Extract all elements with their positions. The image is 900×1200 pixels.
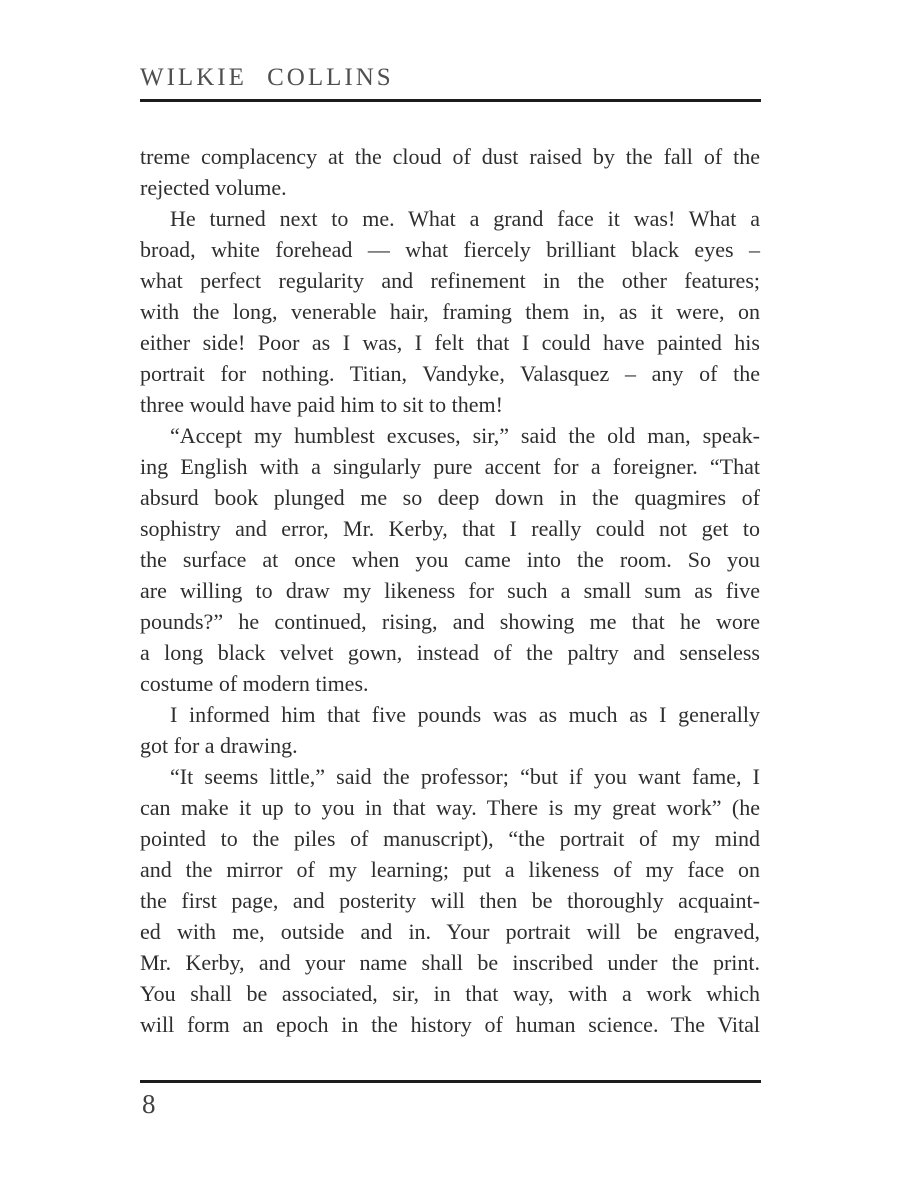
text-line: treme complacency at the cloud of dust raised by the fall of the bbox=[140, 144, 760, 169]
text-line: and the mirror of my learning; put a likeness of my face on bbox=[140, 857, 760, 882]
text-line: “Accept my humblest excuses, sir,” said the old man, speak- bbox=[170, 423, 760, 448]
page-body-text bbox=[140, 141, 760, 1040]
text-line: I informed him that five pounds was as much as I generally bbox=[170, 702, 760, 727]
text-line: He turned next to me. What a grand face it was! What a bbox=[170, 206, 760, 231]
paragraph bbox=[140, 761, 760, 1040]
text-line: Mr. Kerby, and your name shall be inscribed under the print. bbox=[140, 950, 760, 975]
text-line: sophistry and error, Mr. Kerby, that I really could not get to bbox=[140, 516, 760, 541]
text-line: got for a drawing. bbox=[140, 733, 298, 758]
running-header bbox=[140, 64, 760, 92]
paragraph bbox=[140, 203, 760, 420]
paragraph bbox=[140, 141, 760, 203]
paragraph bbox=[140, 699, 760, 761]
header-rule bbox=[140, 99, 761, 102]
text-line: You shall be associated, sir, in that way, with a work which bbox=[140, 981, 760, 1006]
text-line: can make it up to you in that way. There is my great work” (he bbox=[140, 795, 760, 820]
footer-rule bbox=[140, 1080, 761, 1083]
text-line: rejected volume. bbox=[140, 175, 287, 200]
text-line: are willing to draw my likeness for such a small sum as five bbox=[140, 578, 760, 603]
text-line: a long black velvet gown, instead of the paltry and senseless bbox=[140, 640, 760, 665]
text-line: will form an epoch in the history of human science. The Vital bbox=[140, 1012, 760, 1037]
text-line: costume of modern times. bbox=[140, 671, 369, 696]
running-header-author: WILKIE COLLINS bbox=[140, 64, 394, 91]
text-line: ing English with a singularly pure accent for a foreigner. “That bbox=[140, 454, 760, 479]
text-line: the first page, and posterity will then be thoroughly acquaint- bbox=[140, 888, 760, 913]
text-line: either side! Poor as I was, I felt that I could have painted his bbox=[140, 330, 760, 355]
page-number: 8 bbox=[142, 1089, 156, 1119]
text-line: three would have paid him to sit to them! bbox=[140, 392, 503, 417]
text-line: broad, white forehead –– what fiercely brilliant black eyes – bbox=[140, 237, 760, 262]
paragraph bbox=[140, 420, 760, 699]
text-line: “It seems little,” said the professor; “but if you want fame, I bbox=[170, 764, 760, 789]
text-line: ed with me, outside and in. Your portrait will be engraved, bbox=[140, 919, 760, 944]
text-line: absurd book plunged me so deep down in the quagmires of bbox=[140, 485, 760, 510]
text-line: pounds?” he continued, rising, and showing me that he wore bbox=[140, 609, 760, 634]
text-line: with the long, venerable hair, framing them in, as it were, on bbox=[140, 299, 760, 324]
text-line: pointed to the piles of manuscript), “the portrait of my mind bbox=[140, 826, 760, 851]
text-line: the surface at once when you came into the room. So you bbox=[140, 547, 760, 572]
text-line: what perfect regularity and refinement in the other features; bbox=[140, 268, 760, 293]
text-line: portrait for nothing. Titian, Vandyke, Valasquez – any of the bbox=[140, 361, 760, 386]
